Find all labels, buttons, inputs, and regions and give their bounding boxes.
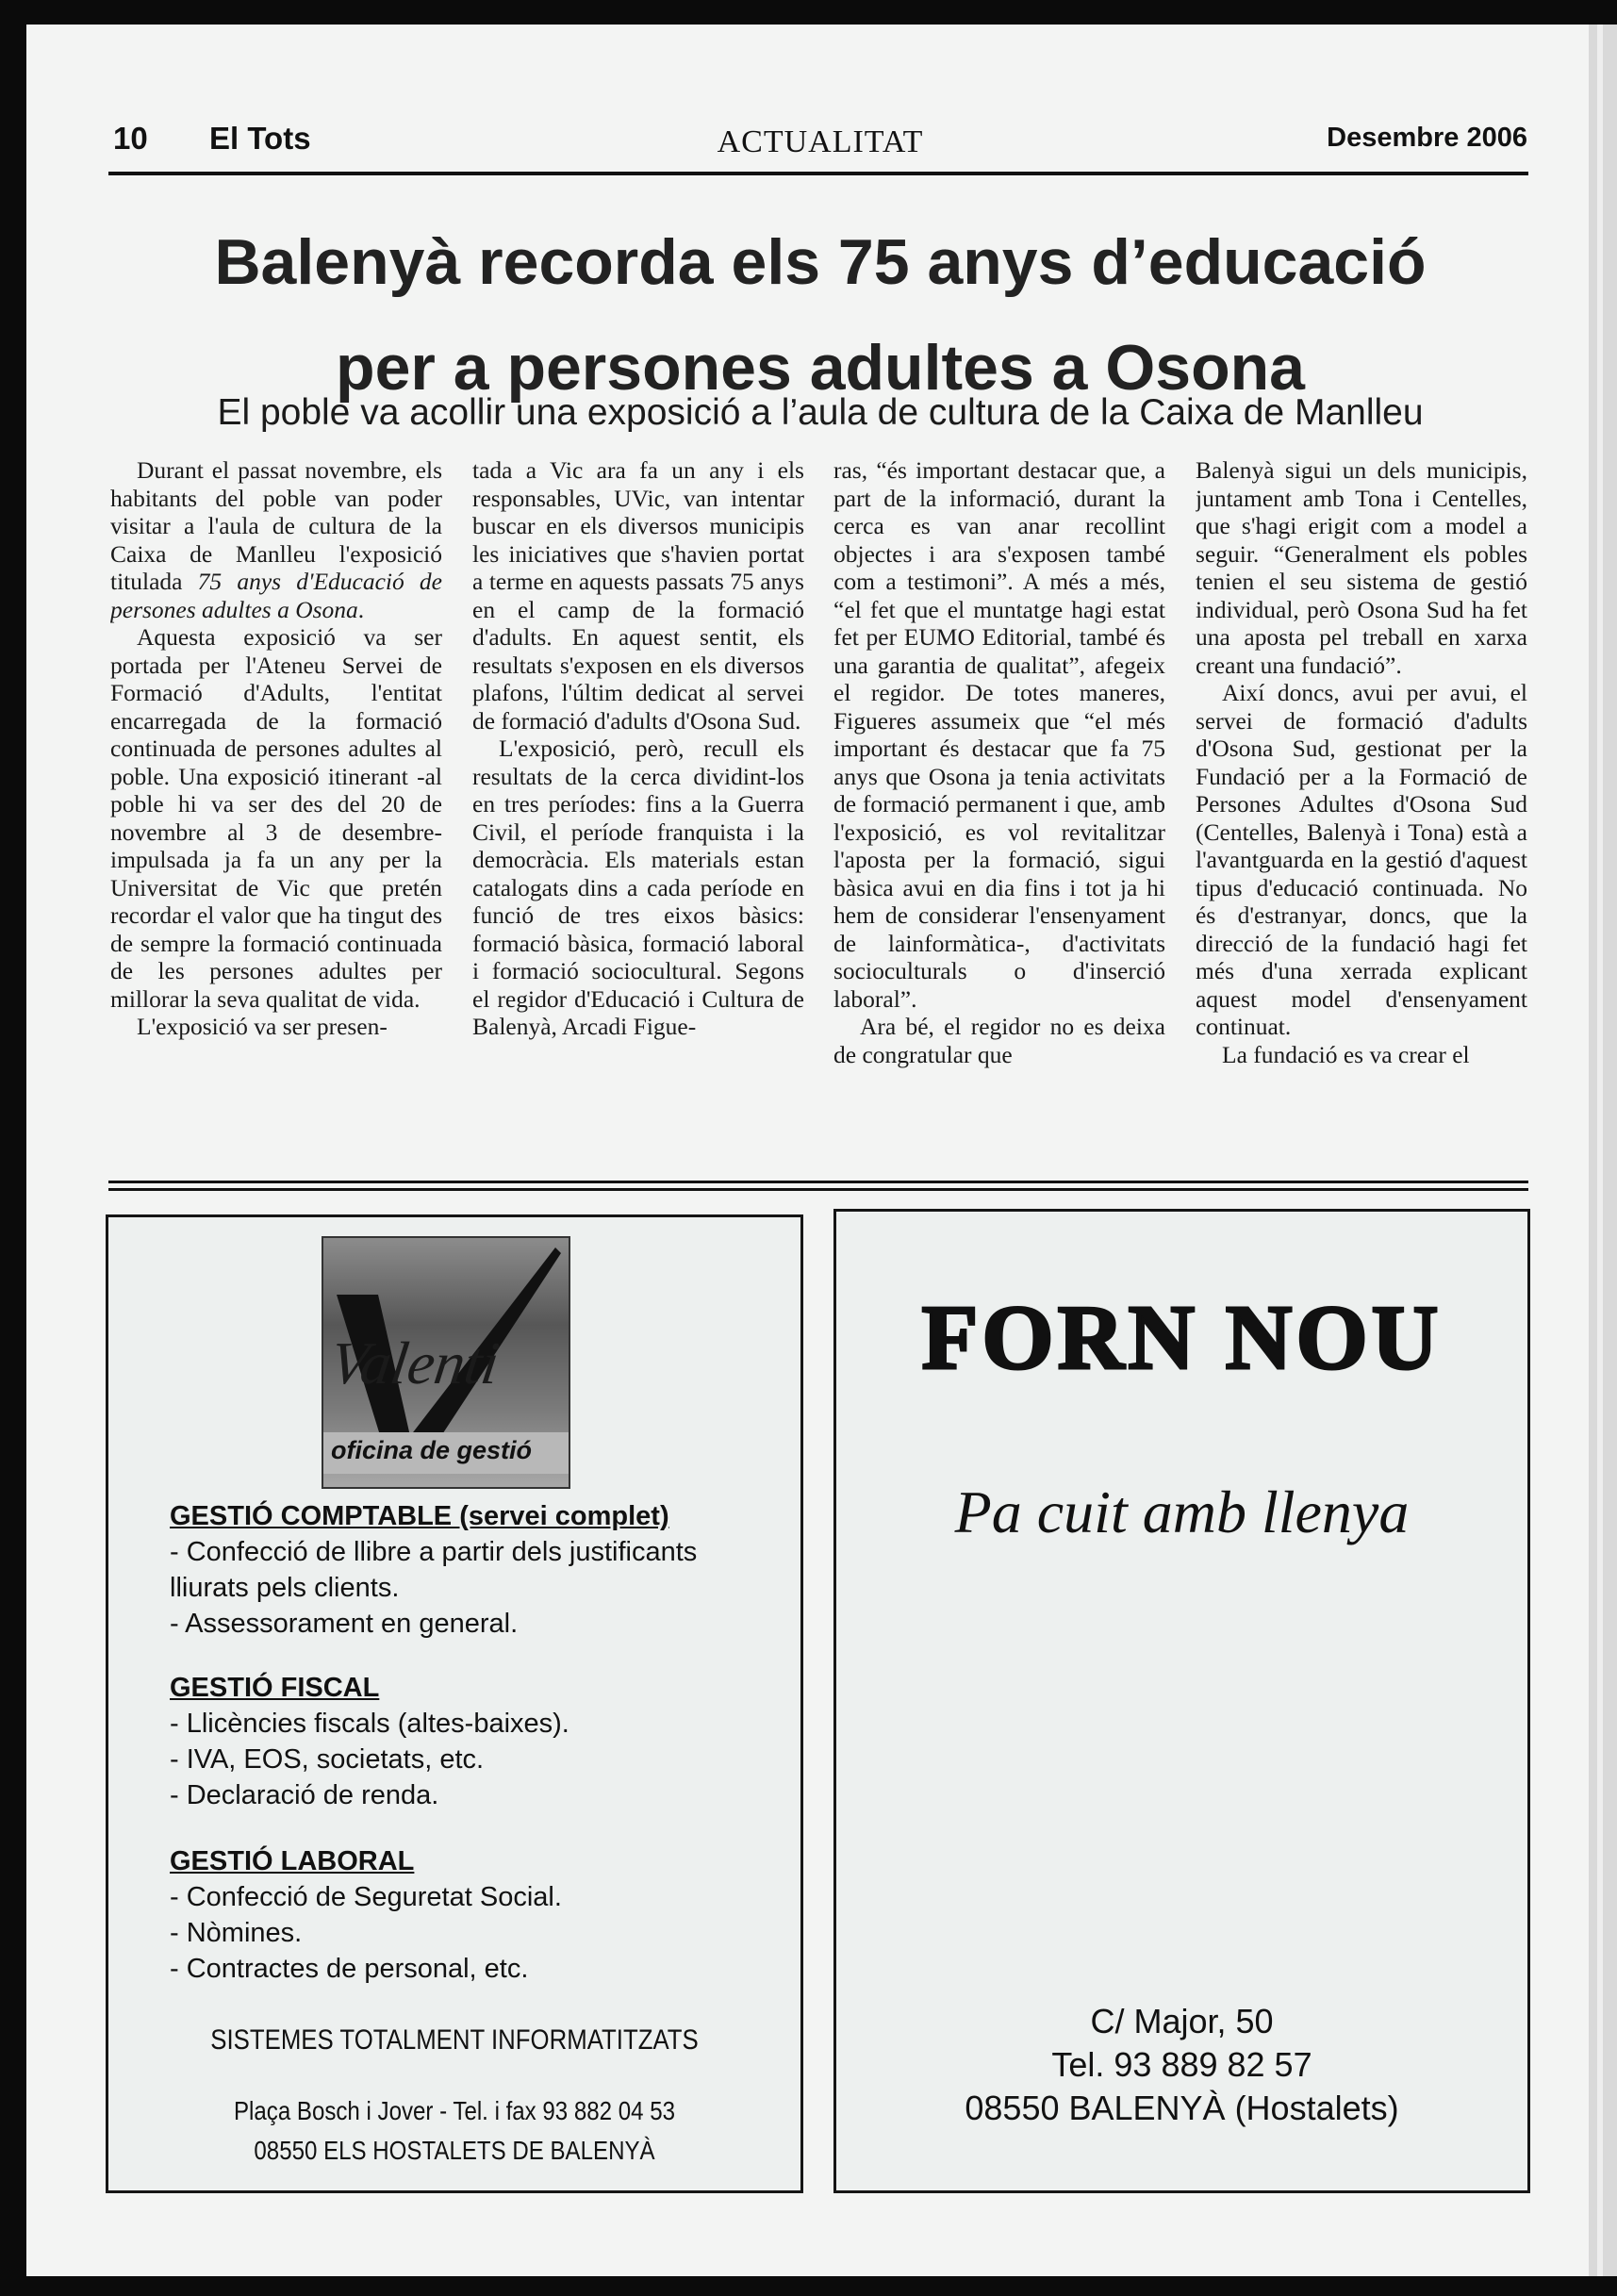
logo-name: Valenti xyxy=(326,1330,503,1396)
article-column-2 xyxy=(472,456,804,1145)
headline-line-1: Balenyà recorda els 75 anys d’educació xyxy=(214,226,1427,298)
page-number: 10 xyxy=(113,121,148,156)
paragraph: ras, “és important destacar que, a part de la informació, durant la cerca es van anar recollint objectes i ara s'exposen també com a testimoni”. A més a més, “el fet que el muntatge hagi estat fet per EUMO Editorial, també és una garantia de qualitat”, afegeix el regidor. De totes maneres, Figueres assumeix que “el més important és destacar que fa 75 anys que Osona ja tenia activitats de formació permanent i que, amb l'exposició, es vol revitalitzar l'aposta per la formació, sigui bàsica avui en dia fins i tot ja hi hem de considerar l'ensenyament de lainformàtica-, d'activitats socioculturals o d'inserció laboral”. xyxy=(833,456,1165,1013)
bakery-name: FORN NOU xyxy=(921,1287,1443,1389)
service-item: - Confecció de Seguretat Social. xyxy=(170,1882,562,1912)
paragraph: La fundació es va crear el xyxy=(1222,1040,1470,1068)
service-accounting xyxy=(170,1498,773,1642)
paragraph: L'exposició va ser presen- xyxy=(137,1013,388,1040)
section-label: ACTUALITAT xyxy=(717,124,924,159)
article-subheadline: El poble va acollir una exposició a l’aula de cultura de la Caixa de Manlleu xyxy=(217,392,1424,433)
article-column-3 xyxy=(833,456,1165,1145)
forn-nou-advertisement xyxy=(833,1209,1530,2193)
service-item: - Assessorament en general. xyxy=(170,1609,519,1639)
section-heading: GESTIÓ COMPTABLE (servei complet) xyxy=(170,1501,669,1531)
service-item: - IVA, EOS, societats, etc. xyxy=(170,1744,485,1775)
article-bottom-rule-2 xyxy=(108,1188,1528,1191)
valenti-advertisement xyxy=(106,1214,803,2193)
service-item: - Declaració de renda. xyxy=(170,1780,439,1810)
logo-tagline: oficina de gestió xyxy=(331,1436,533,1464)
valenti-logo xyxy=(322,1236,570,1489)
paragraph: Balenyà sigui un dels municipis, juntament amb Tona i Centelles, que s'hagi erigit com a model a seguir. “Generalment els pobles tenien el seu sistema de gestió individual, però Osona Sud ha fet una aposta pel treball en xarxa creant una fundació”. xyxy=(1196,456,1527,679)
computerised-note: SISTEMES TOTALMENT INFORMATITZATS xyxy=(210,2024,699,2056)
bakery-phone: Tel. 93 889 82 57 xyxy=(1051,2045,1312,2084)
paragraph: Durant el passat novembre, els habitants del poble van poder visitar a l'aula de cultura de la Caixa de Manlleu l'exposició titulada 75 anys d'Educació de persones adultes a Osona. xyxy=(110,456,442,623)
service-item: - Llicències fiscals (altes-baixes). xyxy=(170,1709,569,1739)
valenti-town: 08550 ELS HOSTALETS DE BALENYÀ xyxy=(254,2136,655,2165)
article-column-1 xyxy=(110,456,442,1145)
service-item: - Nòmines. xyxy=(170,1918,303,1948)
valenti-address: Plaça Bosch i Jover - Tel. i fax 93 882 04 53 xyxy=(233,2096,676,2125)
bakery-town: 08550 BALENYÀ (Hostalets) xyxy=(965,2089,1399,2127)
article-bottom-rule xyxy=(108,1181,1528,1183)
page-edge-highlight xyxy=(1597,25,1603,2276)
exhibition-title: 75 anys d'Educació de persones adultes a Osona xyxy=(110,568,442,623)
paragraph: Ara bé, el regidor no es deixa de congratular que xyxy=(833,1013,1165,1068)
section-heading: GESTIÓ FISCAL xyxy=(170,1673,380,1703)
paragraph: Aquesta exposició va ser portada per l'Ateneu Servei de Formació d'Adults, l'entitat encarregada de la formació continuada de persones adultes al poble. Una exposició itinerant -al poble hi va ser des del 20 de novembre al 3 de desembre- impulsada ja fa un any per la Universitat de Vic que pretén recordar el valor que ha tingut des de sempre la formació continuada de les persones adultes per millorar la seva qualitat de vida. xyxy=(110,623,442,1013)
paragraph: L'exposició, però, recull els resultats de la cerca dividint-los en tres períodes: fins a la Guerra Civil, el període franquista i la democràcia. Els materials estan catalogats dins a cada període en funció de tres eixos bàsics: formació bàsica, formació laboral i formació sociocultural. Segons el regidor d'Educació i Cultura de Balenyà, Arcadi Figue- xyxy=(472,735,804,1040)
publication-name: El Tots xyxy=(209,121,311,156)
service-labour xyxy=(170,1843,773,1987)
paragraph: tada a Vic ara fa un any i els responsables, UVic, van intentar buscar en els diversos municipis les iniciatives que s'havien portat a terme en aquests passats 75 anys en el camp de la formació d'adults. En aquest sentit, els resultats s'exposen en els diversos plafons, l'últim dedicat al servei de formació d'adults d'Osona Sud. xyxy=(472,456,804,735)
issue-date: Desembre 2006 xyxy=(1327,123,1527,153)
page-edge xyxy=(1589,25,1617,2276)
service-item: - Confecció de llibre a partir dels justificants lliurats pels clients. xyxy=(170,1537,698,1603)
service-tax xyxy=(170,1670,773,1813)
headline-line-2: per a persones adultes a Osona xyxy=(336,332,1305,404)
section-heading: GESTIÓ LABORAL xyxy=(170,1846,415,1876)
article-headline xyxy=(141,209,1499,421)
paragraph: Així doncs, avui per avui, el servei de formació d'adults d'Osona Sud, gestionat per la Fundació per a la Formació de Persones Adultes d'Osona Sud (Centelles, Balenyà i Tona) està a l'avantguarda en la gestió d'aquest tipus d'educació continuada. No és d'estranyar, doncs, que la direcció de la fundació hagi fet més d'una xerrada explicant aquest model d'ensenyament continuat. xyxy=(1196,679,1527,1040)
service-item: - Contractes de personal, etc. xyxy=(170,1954,529,1984)
article-column-4 xyxy=(1196,456,1527,1145)
bakery-slogan: Pa cuit amb llenya xyxy=(954,1478,1410,1545)
header-rule xyxy=(108,172,1528,175)
bakery-address: C/ Major, 50 xyxy=(1090,2002,1274,2040)
